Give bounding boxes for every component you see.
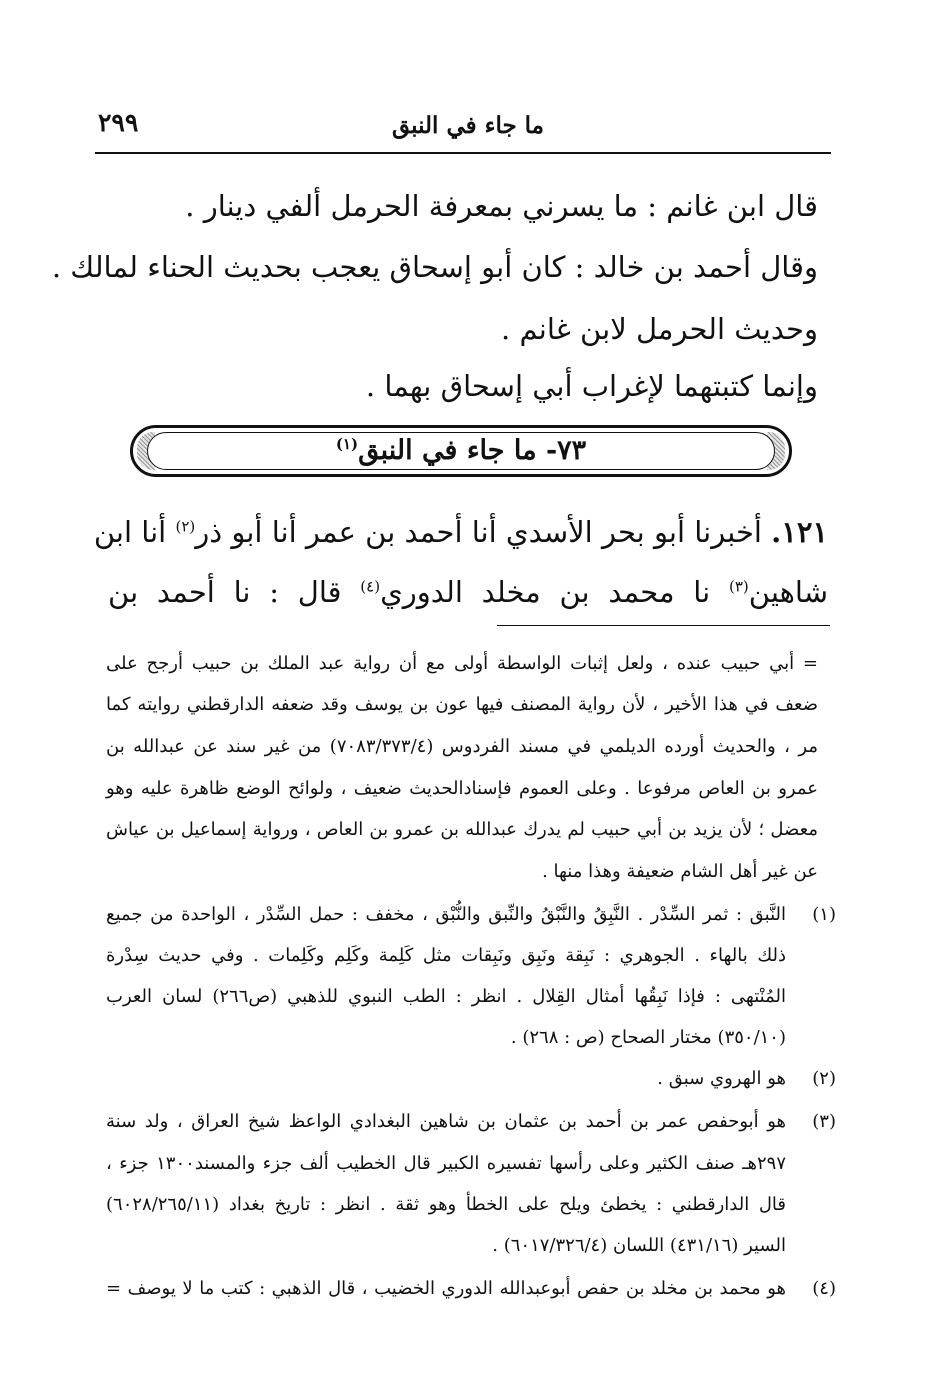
footnote-line: قال الدارقطني : يخطئ ويلح على الخطأ وهو ثقة . انظر : تاريخ بغداد (٦٠٢٨/٢٦٥/١١) xyxy=(106,1194,786,1215)
hadith-line xyxy=(93,512,828,552)
footnote-line: معضل ؛ لأن يزيد بن أبي حبيب لم يدرك عبدالله بن عمرو بن العاص ، ورواية إسماعيل بن عياش xyxy=(106,819,818,840)
footnote-line: هو أبوحفص عمر بن أحمد بن عثمان بن شاهين البغدادي الواعظ شيخ العراق ، ولد سنة xyxy=(106,1111,786,1132)
footnote-number: (١) xyxy=(812,904,836,925)
hadith-number: ١٢١. xyxy=(771,515,828,549)
footnote-line: ضعف في هذا الأخير ، لأن رواية المصنف فيها عون بن يوسف وقد ضعفه الدارقطني روايته كما xyxy=(106,694,818,715)
isnad-text: نا محمد بن مخلد الدوري xyxy=(380,575,711,609)
header-divider xyxy=(95,152,831,154)
page-number: ٢٩٩ xyxy=(98,108,139,137)
footnote-line: = أبي حبيب عنده ، ولعل إثبات الواسطة أولى مع أن رواية عبد الملك بن حبيب أرجح على xyxy=(106,653,818,674)
footnote-number: (٤) xyxy=(812,1278,836,1299)
chapter-heading xyxy=(130,432,792,470)
footnote-line: ٢٩٧هـ صنف الكثير وعلى رأسها تفسيره الكبير قال الخطيب ألف جزء والمسند١٣٠٠ جزء ، xyxy=(106,1153,787,1174)
footnote-ref: (٣) xyxy=(728,577,749,596)
body-line: وقال أحمد بن خالد : كان أبو إسحاق يعجب بحديث الحناء لمالك . xyxy=(51,250,818,284)
footnote-line: هو الهروي سبق . xyxy=(657,1068,786,1089)
running-header-title: ما جاء في النبق xyxy=(391,112,544,139)
footnote-line: النَّبق : ثمر السِّدْر . النَّبِقُ والنَّبْقُ والنِّبق والنُّبْق ، مخفف : حمل السِّدْر ، الواحدة من جميع xyxy=(106,904,786,925)
footnote-number: (٢) xyxy=(812,1068,836,1089)
footnote-line: هو محمد بن مخلد بن حفص أبوعبدالله الدوري الخضيب ، قال الذهبي : كتب ما لا يوصف = xyxy=(106,1278,786,1299)
footnote-line: مر ، والحديث أورده الديلمي في مسند الفردوس (٧٠٨٣/٣٧٣/٤) من غير سند عن عبدالله بن xyxy=(106,736,818,757)
body-line: وإنما كتبتهما لإغراب أبي إسحاق بهما . xyxy=(365,369,818,403)
footnote-ref: (٤) xyxy=(360,577,381,596)
footnote-number: (٣) xyxy=(812,1111,836,1132)
footnote-line: ذلك بالهاء . الجوهري : نَبِقة ونَبِق ونَبِقات مثل كَلِمة وكَلِم وكَلِمات . وفي حديث سِدْرة xyxy=(106,945,786,966)
isnad-text: أنا ابن xyxy=(93,515,167,549)
hadith-line xyxy=(108,572,828,612)
isnad-text: قال : نا أحمد بن xyxy=(108,575,342,609)
isnad-text: أخبرنا أبو بحر الأسدي أنا أحمد بن عمر أنا أبو ذر xyxy=(195,515,762,549)
body-line: وحديث الحرمل لابن غانم . xyxy=(501,312,818,346)
footnote-line: (٣٥٠/١٠) مختار الصحاح (ص : ٢٦٨) . xyxy=(510,1027,786,1048)
footnote-line: عمرو بن العاص مرفوعا . وعلى العموم فإسنادالحديث ضعيف ، ولوائح الوضع ظاهرة عليه وهو xyxy=(106,778,818,799)
footnote-line: عن غير أهل الشام ضعيفة وهذا منها . xyxy=(542,861,818,882)
footnote-ref: (٢) xyxy=(175,517,196,536)
body-line: قال ابن غانم : ما يسرني بمعرفة الحرمل ألفي دينار . xyxy=(185,189,818,223)
footnote-line: المُنْتهى : فإذا نَبِقُها أمثال القِلال . انظر : الطب النبوي للذهبي (ص٢٦٦) لسان العرب xyxy=(106,986,786,1007)
footnote-separator xyxy=(497,625,830,626)
footnote-ref: (١) xyxy=(335,435,359,453)
chapter-title-text: ٧٣- ما جاء في النبق xyxy=(358,435,587,466)
isnad-text: شاهين xyxy=(748,575,829,609)
footnote-line: السير (٤٣١/١٦) اللسان (٦٠١٧/٣٢٦/٤) . xyxy=(492,1235,786,1256)
